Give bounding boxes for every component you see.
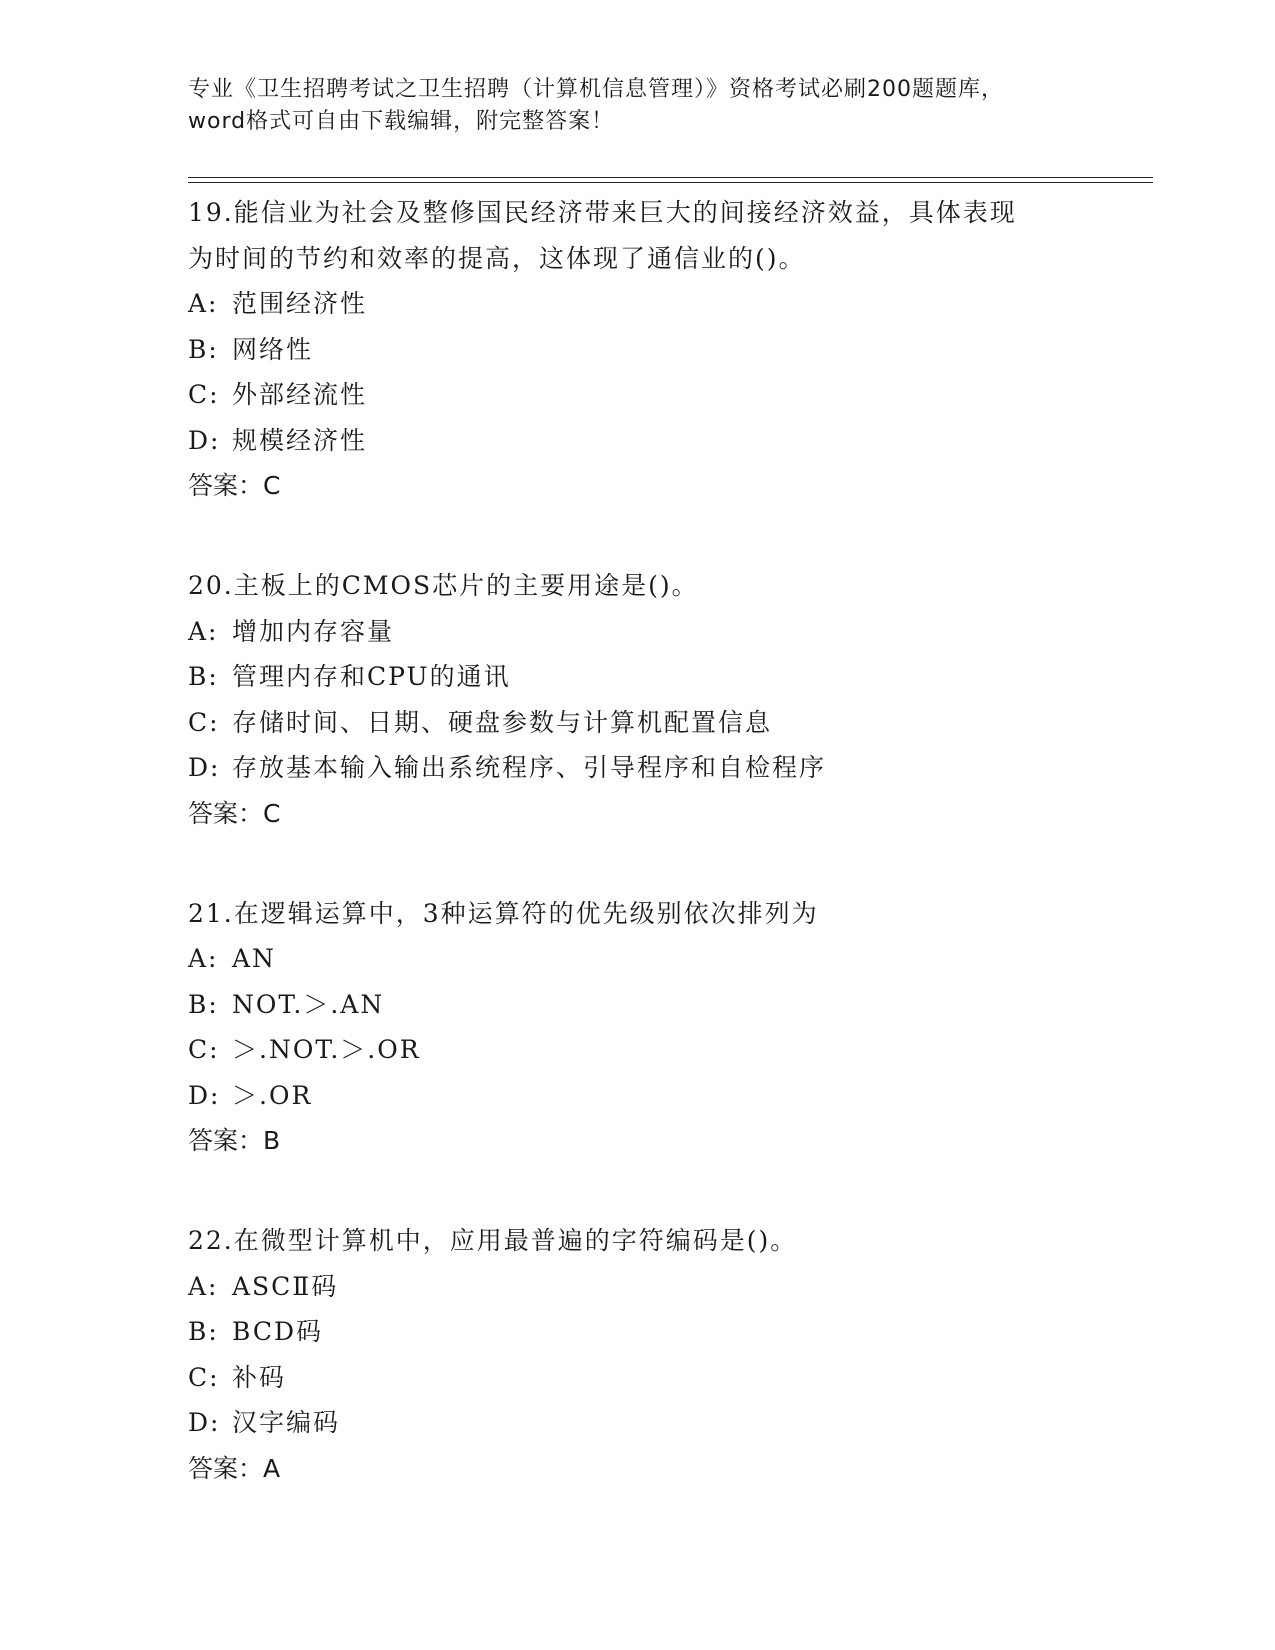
option-letter: A: bbox=[188, 1271, 219, 1301]
question-21 bbox=[188, 891, 1088, 1164]
option-letter: D: bbox=[188, 1080, 221, 1110]
option-text: 补码 bbox=[232, 1362, 287, 1392]
document-header bbox=[188, 74, 1088, 138]
option-b bbox=[188, 982, 1088, 1028]
option-letter: A: bbox=[188, 289, 219, 318]
option-text: 外部经流性 bbox=[232, 380, 368, 409]
option-text: NOT.＞.AN bbox=[232, 989, 385, 1019]
question-stem-line: 20.主板上的CMOS芯片的主要用途是()。 bbox=[188, 571, 699, 600]
header-line-1: 专业《卫生招聘考试之卫生招聘（计算机信息管理）》资格考试必刷200题题库， bbox=[188, 77, 1004, 102]
option-d bbox=[188, 418, 1088, 464]
option-a bbox=[188, 936, 1088, 982]
question-list bbox=[188, 190, 1088, 1546]
option-letter: B: bbox=[188, 334, 219, 364]
option-letter: B: bbox=[188, 989, 219, 1019]
option-letter: D: bbox=[188, 1408, 221, 1437]
question-stem-line: 为时间的节约和效率的提高，这体现了通信业的()。 bbox=[188, 243, 806, 273]
option-text: ＞.OR bbox=[232, 1080, 313, 1110]
option-letter: A: bbox=[188, 944, 219, 973]
option-c bbox=[188, 700, 1088, 746]
option-text: 存储时间、日期、硬盘参数与计算机配置信息 bbox=[232, 707, 773, 737]
option-letter: C: bbox=[188, 1035, 220, 1064]
option-b bbox=[188, 327, 1088, 373]
option-a bbox=[188, 1264, 1088, 1310]
answer-line: 答案：C bbox=[188, 471, 281, 500]
option-text: 范围经济性 bbox=[232, 289, 368, 318]
option-text: 管理内存和CPU的通讯 bbox=[232, 662, 511, 691]
option-text: 增加内存容量 bbox=[232, 616, 395, 646]
question-20 bbox=[188, 563, 1088, 836]
header-line-2: word格式可自由下载编辑，附完整答案！ bbox=[188, 109, 615, 134]
answer-line: 答案：A bbox=[188, 1453, 281, 1483]
option-text: 存放基本输入输出系统程序、引导程序和自检程序 bbox=[232, 753, 827, 782]
option-a bbox=[188, 281, 1088, 327]
option-letter: B: bbox=[188, 1317, 219, 1346]
option-c bbox=[188, 372, 1088, 418]
header-divider-top bbox=[188, 177, 1153, 178]
answer-line: 答案：B bbox=[188, 1126, 281, 1155]
option-letter: C: bbox=[188, 1362, 220, 1392]
option-letter: A: bbox=[188, 616, 219, 646]
option-letter: B: bbox=[188, 662, 219, 691]
option-text: 汉字编码 bbox=[232, 1408, 341, 1437]
question-19 bbox=[188, 190, 1088, 508]
question-22 bbox=[188, 1218, 1088, 1491]
option-b bbox=[188, 654, 1088, 700]
option-d bbox=[188, 1400, 1088, 1446]
header-divider-bottom bbox=[188, 182, 1153, 183]
question-stem-line: 19.能信业为社会及整修国民经济带来巨大的间接经济效益，具体表现 bbox=[188, 198, 1017, 227]
question-stem-line: 21.在逻辑运算中，3种运算符的优先级别依次排列为 bbox=[188, 898, 819, 928]
option-c bbox=[188, 1355, 1088, 1401]
option-text: BCD码 bbox=[232, 1317, 324, 1346]
option-text: 网络性 bbox=[232, 334, 314, 364]
option-text: AN bbox=[232, 944, 276, 973]
option-letter: C: bbox=[188, 380, 220, 409]
option-d bbox=[188, 1073, 1088, 1119]
option-text: ＞.NOT.＞.OR bbox=[232, 1035, 421, 1064]
option-d bbox=[188, 745, 1088, 791]
option-c bbox=[188, 1027, 1088, 1073]
answer-line: 答案：C bbox=[188, 798, 281, 828]
option-a bbox=[188, 609, 1088, 655]
option-text: 规模经济性 bbox=[232, 425, 368, 455]
option-letter: C: bbox=[188, 707, 220, 737]
option-letter: D: bbox=[188, 425, 221, 455]
question-stem-line: 22.在微型计算机中，应用最普遍的字符编码是()。 bbox=[188, 1226, 798, 1255]
option-b bbox=[188, 1309, 1088, 1355]
option-text: ASCⅡ码 bbox=[232, 1271, 339, 1301]
option-letter: D: bbox=[188, 753, 221, 782]
